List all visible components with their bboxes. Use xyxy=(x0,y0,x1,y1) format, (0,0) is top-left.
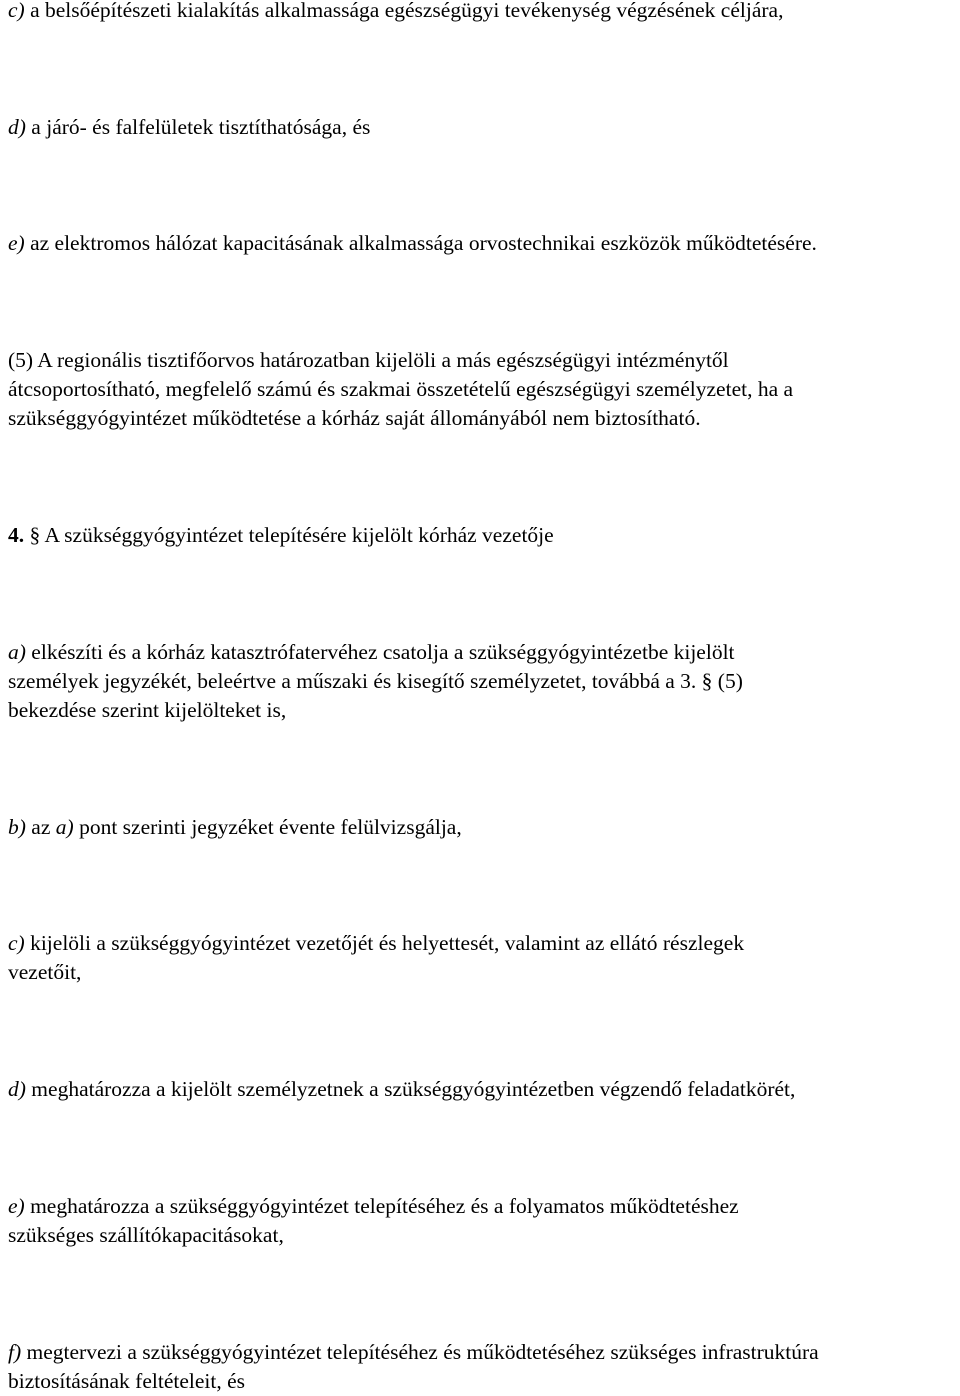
item-letter: a) xyxy=(8,640,26,664)
list-item-d xyxy=(8,1075,956,1104)
item-letter: d) xyxy=(8,115,26,139)
item-letter: e) xyxy=(8,1194,25,1218)
item-e-top xyxy=(8,229,956,258)
item-letter: c) xyxy=(8,0,25,22)
item-letter: c) xyxy=(8,931,25,955)
section-number: 4. xyxy=(8,523,30,547)
paragraph-line: szükséggyógyintézet működtetése a kórház saját állományából nem biztosítható. xyxy=(8,406,701,430)
item-text: vezetőit, xyxy=(8,960,82,984)
list-item-f xyxy=(8,1338,956,1396)
item-text: megtervezi a szükséggyógyintézet telepítéséhez és működtetéséhez szükséges infrastruktúra xyxy=(21,1340,819,1364)
item-letter: d) xyxy=(8,1077,26,1101)
item-text: az elektromos hálózat kapacitásának alkalmassága orvostechnikai eszközök működtetésére. xyxy=(24,231,817,255)
item-text: bekezdése szerint kijelölteket is, xyxy=(8,698,287,722)
item-text: meghatározza a kijelölt személyzetnek a szükséggyógyintézetben végzendő feladatkörét, xyxy=(25,1077,796,1101)
list-item-b xyxy=(8,813,956,842)
paragraph-5 xyxy=(8,346,956,433)
item-text: biztosításának feltételeit, és xyxy=(8,1369,246,1393)
item-text: személyek jegyzékét, beleértve a műszaki és kisegítő személyzetet, továbbá a 3. § (5) xyxy=(8,669,743,693)
item-letter: f) xyxy=(8,1340,22,1364)
section-sign: § xyxy=(29,523,41,547)
list-item-a xyxy=(8,638,956,725)
item-text: elkészíti és a kórház katasztrófatervéhez csatolja a szükséggyógyintézetbe kijelölt xyxy=(25,640,735,664)
section-4-heading xyxy=(8,521,956,550)
section-heading-text: A szükséggyógyintézet telepítésére kijelölt kórház vezetője xyxy=(40,523,554,547)
item-reference-letter: a) xyxy=(55,815,74,839)
item-d-top xyxy=(8,113,956,142)
item-c-top xyxy=(8,0,956,25)
item-text: az xyxy=(25,815,56,839)
item-text: a belsőépítészeti kialakítás alkalmassága egészségügyi tevékenység végzésének céljára, xyxy=(24,0,784,22)
item-letter: e) xyxy=(8,231,25,255)
item-text: meghatározza a szükséggyógyintézet telepítéséhez és a folyamatos működtetéshez xyxy=(24,1194,739,1218)
item-text: kijelöli a szükséggyógyintézet vezetőjét és helyettesét, valamint az ellátó részlegek xyxy=(24,931,745,955)
item-text: a járó- és falfelületek tisztíthatósága, és xyxy=(25,115,371,139)
paragraph-line: (5) A regionális tisztifőorvos határozatban kijelöli a más egészségügyi intézménytől xyxy=(8,348,729,372)
item-letter: b) xyxy=(8,815,26,839)
list-item-e xyxy=(8,1192,956,1250)
list-item-c xyxy=(8,929,956,987)
item-text: szükséges szállítókapacitásokat, xyxy=(8,1223,284,1247)
item-text: pont szerinti jegyzéket évente felülvizsgálja, xyxy=(73,815,462,839)
paragraph-line: átcsoportosítható, megfelelő számú és szakmai összetételű egészségügyi személyzetet, ha a xyxy=(8,377,794,401)
